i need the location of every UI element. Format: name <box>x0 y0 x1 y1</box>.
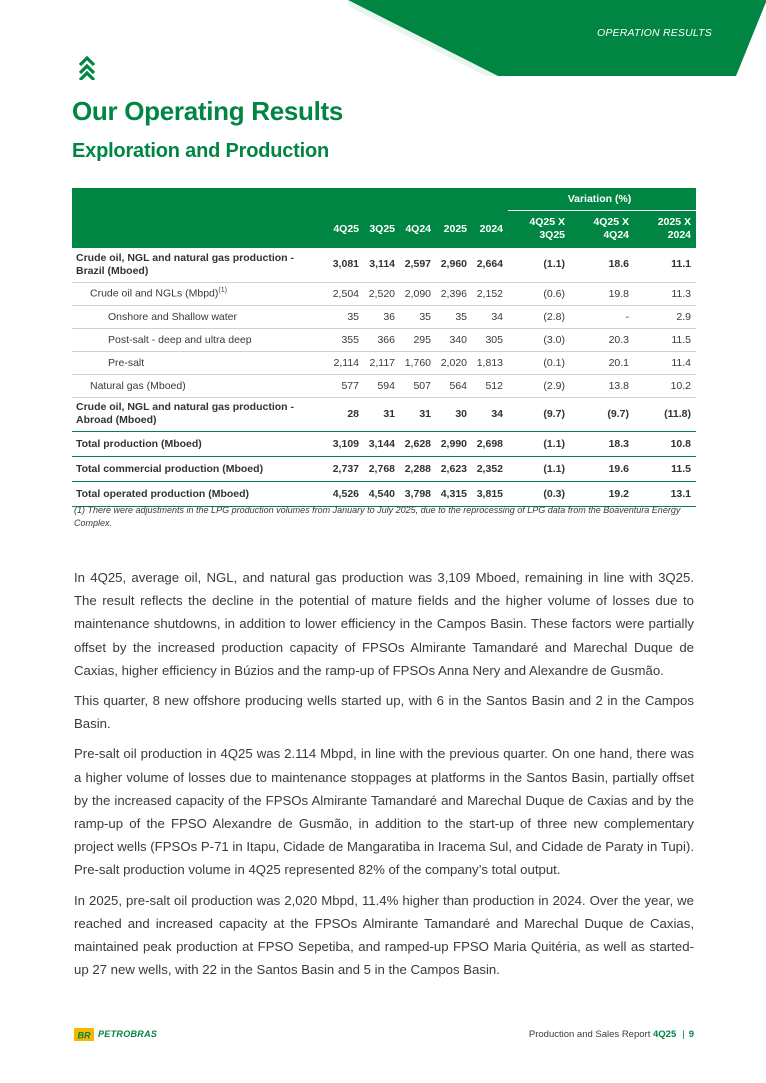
cell-value: 31 <box>364 397 400 431</box>
cell-variation: (9.7) <box>570 397 634 431</box>
cell-value: 512 <box>472 374 508 397</box>
cell-value: 2,288 <box>400 456 436 481</box>
cell-variation: 18.3 <box>570 431 634 456</box>
report-quarter: 4Q25 <box>652 1029 677 1040</box>
table-row <box>72 328 696 351</box>
cell-value: 35 <box>324 305 364 328</box>
footer-separator: | <box>682 1029 685 1040</box>
row-label: Total production (Mboed) <box>72 431 324 456</box>
cell-value: 35 <box>400 305 436 328</box>
cell-variation: 10.8 <box>634 431 696 456</box>
cell-value: 2,020 <box>436 351 472 374</box>
row-label: Post-salt - deep and ultra deep <box>72 328 324 351</box>
col-header: 2024 <box>472 210 508 248</box>
cell-value: 2,990 <box>436 431 472 456</box>
cell-value: 3,798 <box>400 481 436 506</box>
cell-variation: (1.1) <box>508 431 570 456</box>
cell-variation: 11.5 <box>634 328 696 351</box>
petrobras-logo <box>74 1027 157 1040</box>
row-label: Crude oil, NGL and natural gas production - Abroad (Mboed) <box>72 397 324 431</box>
cell-value: 577 <box>324 374 364 397</box>
cell-variation: (3.0) <box>508 328 570 351</box>
logo-text: PETROBRAS <box>98 1028 158 1039</box>
report-label: Production and Sales Report <box>528 1029 651 1040</box>
cell-variation: (2.9) <box>508 374 570 397</box>
cell-value: 2,960 <box>436 248 472 282</box>
cell-value: 31 <box>400 397 436 431</box>
paragraph: In 4Q25, average oil, NGL, and natural gas production was 3,109 Mboed, remaining in line with 3Q25. The result reflects the decline in the potential of mature fields and the higher volume of losses due to maintenance shutdowns, in addition to lower efficiency in the Campos Basin. These factors were partially offset by the increased production capacity of FPSOs Almirante Tamandaré and Marechal Duque de Caxias, higher efficiency in Búzios and the ramp-up of FPSOs Anna Nery and Alexandre de Gusmão. <box>74 570 694 678</box>
row-label: Total commercial production (Mboed) <box>72 456 324 481</box>
svg-text:BR: BR <box>77 1030 91 1040</box>
cell-variation: 20.1 <box>570 351 634 374</box>
cell-value: 2,737 <box>324 456 364 481</box>
cell-value: 305 <box>472 328 508 351</box>
cell-value: 2,597 <box>400 248 436 282</box>
paragraph: Pre-salt oil production in 4Q25 was 2.114 Mbpd, in line with the previous quarter. On one hand, there was a higher volume of losses due to maintenance stoppages at platforms in the Santos Basin, partially offset by the increased capacity of the FPSOs Almirante Tamandaré and Marechal Duque de Caxias and by the ramp-up of the FPSO Alexandre de Gusmão, in addition to the start-up of three new complementary project wells (FPSOs P-71 in Itapu, Cidade de Mangaratiba in Iracema Sul, and Cidade de Paraty in Tupi). Pre-salt production volume in 4Q25 represented 82% of the company’s total output. <box>74 746 694 878</box>
table-row <box>72 431 696 456</box>
cell-value: 2,698 <box>472 431 508 456</box>
row-label: Crude oil, NGL and natural gas production - Brazil (Mboed) <box>72 248 324 282</box>
cell-value: 2,396 <box>436 282 472 305</box>
cell-value: 355 <box>324 328 364 351</box>
cell-value: 3,081 <box>324 248 364 282</box>
cell-variation: 2.9 <box>634 305 696 328</box>
cell-value: 2,090 <box>400 282 436 305</box>
cell-variation: (11.8) <box>634 397 696 431</box>
cell-variation: 13.8 <box>570 374 634 397</box>
cell-value: 2,504 <box>324 282 364 305</box>
cell-variation: (1.1) <box>508 248 570 282</box>
col-header: 4Q25 <box>324 210 364 248</box>
cell-value: 4,540 <box>364 481 400 506</box>
cell-value: 295 <box>400 328 436 351</box>
cell-value: 3,114 <box>364 248 400 282</box>
double-chevron-up-icon <box>78 54 96 80</box>
row-label: Onshore and Shallow water <box>72 305 324 328</box>
section-label: OPERATION RESULTS <box>596 27 712 39</box>
cell-variation: 11.1 <box>634 248 696 282</box>
cell-variation: (9.7) <box>508 397 570 431</box>
cell-value: 3,144 <box>364 431 400 456</box>
br-logo-icon <box>74 1028 94 1040</box>
col-header: 4Q24 <box>400 210 436 248</box>
cell-variation: 19.2 <box>570 481 634 506</box>
variation-col-header: 4Q25 X 4Q24 <box>570 210 634 248</box>
table-row <box>72 305 696 328</box>
production-table <box>72 188 696 507</box>
cell-value: 340 <box>436 328 472 351</box>
cell-value: 2,114 <box>324 351 364 374</box>
cell-variation: 18.6 <box>570 248 634 282</box>
cell-variation: (1.1) <box>508 456 570 481</box>
cell-variation: 13.1 <box>634 481 696 506</box>
cell-value: 34 <box>472 305 508 328</box>
cell-value: 2,768 <box>364 456 400 481</box>
cell-variation: 19.8 <box>570 282 634 305</box>
cell-variation: 11.5 <box>634 456 696 481</box>
row-label: Total operated production (Mboed) <box>72 481 324 506</box>
col-header: 3Q25 <box>364 210 400 248</box>
cell-value: 28 <box>324 397 364 431</box>
cell-value: 1,813 <box>472 351 508 374</box>
page-title: Our Operating Results <box>72 96 344 126</box>
cell-value: 35 <box>436 305 472 328</box>
table-row <box>72 351 696 374</box>
cell-value: 2,352 <box>472 456 508 481</box>
table-row <box>72 481 696 506</box>
row-label: Crude oil and NGLs (Mbpd)$^{(1)}$ <box>72 282 324 305</box>
page-number: 9 <box>688 1029 694 1040</box>
paragraph: This quarter, 8 new offshore producing wells started up, with 6 in the Santos Basin and 2 in the Campos Basin. <box>74 693 694 732</box>
page-subtitle: Exploration and Production <box>72 140 330 162</box>
cell-value: 2,152 <box>472 282 508 305</box>
cell-value: 2,623 <box>436 456 472 481</box>
variation-col-header: 2025 X 2024 <box>634 210 696 248</box>
cell-value: 36 <box>364 305 400 328</box>
paragraph: In 2025, pre-salt oil production was 2,020 Mbpd, 11.4% higher than production in 2024. Over the year, we reached and increased capacity at the FPSOs Almirante Tamandaré and Marechal Duque de Caxias, maintained peak production at FPSO Sepetiba, and ramped-up FPSO Maria Quitéria, as well as started-up 27 new wells, with 22 in the Santos Basin and 5 in the Campos Basin. <box>74 892 694 978</box>
cell-value: 2,628 <box>400 431 436 456</box>
cell-variation: - <box>570 305 634 328</box>
cell-value: 2,664 <box>472 248 508 282</box>
cell-variation: (0.3) <box>508 481 570 506</box>
table-row <box>72 397 696 431</box>
cell-variation: 20.3 <box>570 328 634 351</box>
table-row <box>72 374 696 397</box>
table-row <box>72 456 696 481</box>
cell-variation: (0.1) <box>508 351 570 374</box>
cell-value: 4,315 <box>436 481 472 506</box>
cell-variation: (0.6) <box>508 282 570 305</box>
cell-value: 34 <box>472 397 508 431</box>
cell-variation: 11.4 <box>634 351 696 374</box>
cell-variation: 11.3 <box>634 282 696 305</box>
row-label: Pre-salt <box>72 351 324 374</box>
cell-value: 2,520 <box>364 282 400 305</box>
cell-value: 1,760 <box>400 351 436 374</box>
cell-value: 2,117 <box>364 351 400 374</box>
variation-header: Variation (%) <box>508 188 696 210</box>
cell-variation: 19.6 <box>570 456 634 481</box>
header-banner <box>348 0 766 78</box>
cell-value: 30 <box>436 397 472 431</box>
cell-value: 366 <box>364 328 400 351</box>
table-row <box>72 282 696 305</box>
body-text <box>74 566 694 988</box>
cell-value: 3,815 <box>472 481 508 506</box>
table-row <box>72 248 696 282</box>
table-footnote: (1) There were adjustments in the LPG production volumes from January to July 2025, due to the reprocessing of LPG data from the Boaventura Energy Complex. <box>74 505 681 528</box>
page-footer <box>529 1029 694 1040</box>
cell-value: 564 <box>436 374 472 397</box>
cell-value: 594 <box>364 374 400 397</box>
cell-value: 3,109 <box>324 431 364 456</box>
cell-variation: (2.8) <box>508 305 570 328</box>
cell-value: 507 <box>400 374 436 397</box>
cell-variation: 10.2 <box>634 374 696 397</box>
row-label: Natural gas (Mboed) <box>72 374 324 397</box>
variation-col-header: 4Q25 X 3Q25 <box>508 210 570 248</box>
col-header: 2025 <box>436 210 472 248</box>
cell-value: 4,526 <box>324 481 364 506</box>
